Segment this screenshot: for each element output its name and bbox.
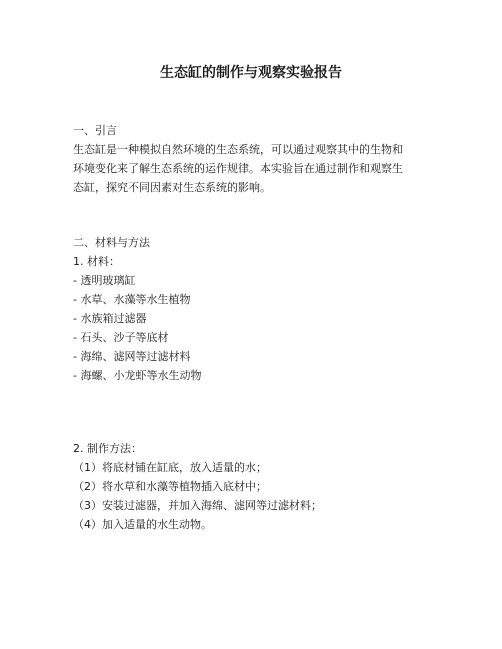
step-item: （2）将水草和水藻等植物插入底材中； (73, 480, 267, 493)
intro-line-2: 环境变化来了解生态系统的运作规律。本实验旨在通过制作和观察生 (73, 162, 403, 175)
intro-line-1: 生态缸是一种模拟自然环境的生态系统，可以通过观察其中的生物和 (73, 143, 403, 156)
methods-section (73, 233, 429, 385)
page-title: 生态缸的制作与观察实验报告 (160, 65, 342, 81)
material-item: - 透明玻璃缸 (73, 274, 136, 287)
materials-heading: 1. 材料： (73, 255, 120, 268)
methods-heading: 二、材料与方法 (73, 236, 150, 249)
intro-section (73, 121, 429, 197)
intro-line-3: 态缸，探究不同因素对生态系统的影响。 (73, 181, 271, 194)
material-item: - 水族箱过滤器 (73, 312, 147, 325)
material-item: - 水草、水藻等水生植物 (73, 293, 191, 306)
step-item: （1）将底材铺在缸底，放入适量的水； (73, 461, 267, 474)
intro-heading: 一、引言 (73, 124, 117, 137)
material-item: - 海螺、小龙虾等水生动物 (73, 369, 202, 382)
steps-heading: 2. 制作方法： (73, 442, 142, 455)
steps-section (73, 439, 429, 534)
material-item: - 海绵、滤网等过滤材料 (73, 350, 191, 363)
step-item: （3）安装过滤器，并加入海绵、滤网等过滤材料； (73, 499, 322, 512)
step-item: （4）加入适量的水生动物。 (73, 518, 212, 531)
material-item: - 石头、沙子等底材 (73, 331, 169, 344)
